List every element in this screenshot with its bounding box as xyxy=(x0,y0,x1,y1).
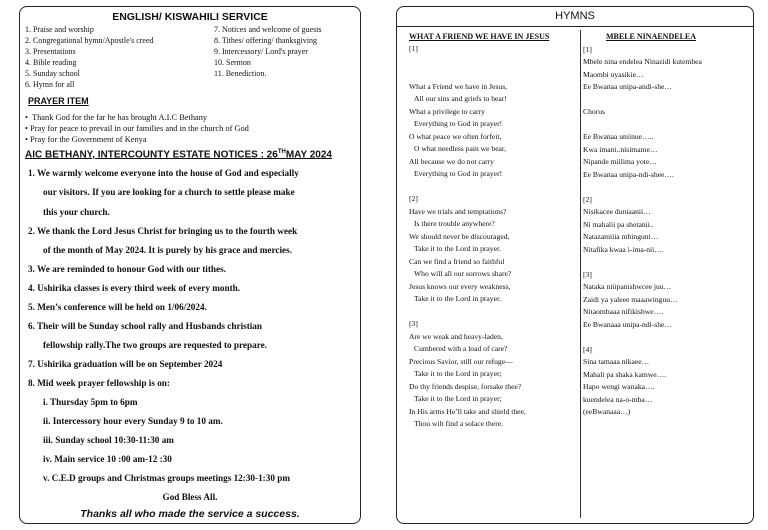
order-item: 2. Congregational hymn/Apostle's creed xyxy=(25,36,154,45)
lyric-line: Cumbered with a load of care? xyxy=(414,344,508,353)
lyric-line: Zaidi ya yaleee maaawinguu… xyxy=(583,294,678,304)
column-divider xyxy=(580,30,581,518)
lyric-line: What a privilege to carry xyxy=(409,106,485,116)
lyric-line: Do thy friends despise, forsake thee? xyxy=(409,381,522,391)
notice-line: fellowship rally.The two groups are requested to prepare. xyxy=(43,340,267,350)
notice-line: iv. Main service 10 :00 am-12 :30 xyxy=(43,454,172,464)
notice-line: 5. Men’s conference will be held on 1/06/2024. xyxy=(28,302,207,312)
notice-line: 6. Their will be Sunday school rally and Husbands christian xyxy=(28,321,263,331)
bullet: • xyxy=(25,124,28,133)
notice-line: 1. We warmly welcome everyone into the house of God and especially xyxy=(28,168,299,178)
lyric-line: Take it to the Lord in prayer; xyxy=(414,369,502,378)
bullet: • xyxy=(25,113,28,122)
prayer-item: • Thank God for the far he has brought A.I.C Bethany xyxy=(25,113,208,122)
lyric-line: Who will all our sorrows share? xyxy=(414,269,512,278)
lyric-line xyxy=(583,256,702,269)
lyric-line xyxy=(583,331,702,344)
lyric-line xyxy=(409,181,526,194)
notice-line: our visitors. If you are looking for a church to settle please make xyxy=(43,187,295,197)
lyric-line: What a Friend we have in Jesus, xyxy=(409,81,508,91)
order-item: 10. Sermon xyxy=(214,58,251,67)
english-hymn-title: WHAT A FRIEND WE HAVE IN JESUS xyxy=(409,32,550,41)
notice-line: of the month of May 2024. It is purely by his grace and mercies. xyxy=(43,245,292,255)
lyric-line: In His arms He’ll take and shield thee, xyxy=(409,406,526,416)
left-panel xyxy=(19,6,361,524)
lyric-line: [4] xyxy=(583,344,592,354)
lyric-line: Mbele nina endelea Ninazidi kutembea xyxy=(583,57,702,66)
notice-line: 8. Mid week prayer fellowship is on: xyxy=(28,378,170,388)
notice-line: this your church. xyxy=(43,207,110,217)
lyric-line: Everything to God in prayer! xyxy=(414,169,503,178)
lyric-line: (eeBwanaaa…) xyxy=(583,407,631,416)
order-item: 5. Sunday school xyxy=(25,69,80,78)
lyric-line: We should never be discouraged, xyxy=(409,231,510,241)
lyric-line: Hapo wengi wanaka…. xyxy=(583,382,655,391)
god-bless-line: God Bless All. xyxy=(162,492,218,502)
lyric-line: Jesus knows our every weakness, xyxy=(409,281,511,291)
order-item: 8. Tithes/ offering/ thanksgiving xyxy=(214,36,317,45)
english-hymn-lyrics xyxy=(409,43,526,431)
lyric-line: Ee Bwanaa unipa-andi-she… xyxy=(583,82,672,91)
lyric-line: Mahali pa shaka kamwe…. xyxy=(583,369,667,379)
notice-line: 7. Ushirika graduation will be on September 2024 xyxy=(28,359,223,369)
swahili-hymn-title: MBELE NINAENDELEA xyxy=(606,32,697,41)
lyric-line: Nitaombaaa nifikishwe…. xyxy=(583,307,664,316)
lyric-line xyxy=(409,306,526,319)
lyric-line: Take it to the Lord in prayer. xyxy=(414,244,501,253)
order-item: 4. Bible reading xyxy=(25,58,77,67)
order-item: 3. Presentations xyxy=(25,47,76,56)
lyric-line: Nataka niiipanishwcee juu… xyxy=(583,282,672,291)
lyric-line: [2] xyxy=(583,194,592,204)
lyric-line: Kwa imani..nisimame… xyxy=(583,144,658,154)
prayer-item: • Pray for the Government of Kenya xyxy=(25,135,147,144)
lyric-line xyxy=(583,31,702,44)
lyric-line: [2] xyxy=(409,194,418,203)
notice-line: v. C.E.D groups and Christmas groups meetings 12:30-1:30 pm xyxy=(43,473,290,483)
lyric-line: Ee Bwanaaa unipa-ndi-she… xyxy=(583,319,672,329)
prayer-item: • Pray for peace to prevail in our families and in the church of God xyxy=(25,124,249,133)
lyric-line: Nipande miilima yote… xyxy=(583,157,657,166)
lyric-line: Can we find a friend so faithful xyxy=(409,256,505,266)
lyric-line: Precious Savior, still our refuge— xyxy=(409,356,513,366)
lyric-line: All because we do not carry xyxy=(409,156,494,166)
hymns-title-rule xyxy=(397,26,753,27)
lyric-line xyxy=(583,181,702,194)
lyric-line: Is there trouble anywhere? xyxy=(414,219,495,228)
lyric-line xyxy=(409,68,526,81)
lyric-line: Are we weak and heavy-laden, xyxy=(409,331,503,341)
lyric-line xyxy=(583,119,702,132)
order-item: 9. Intercessory/ Lord's prayer xyxy=(214,47,308,56)
lyric-line: Ee Bwanaa uniinue….. xyxy=(583,132,654,141)
lyric-line: [3] xyxy=(583,269,592,279)
order-item: 6. Hymn for all xyxy=(25,80,75,89)
order-item: 11. Benediction. xyxy=(214,69,267,78)
lyric-line: [1] xyxy=(583,44,592,54)
notices-title: AIC BETHANY, INTERCOUNTY ESTATE NOTICES : 26THMAY 2024 xyxy=(25,149,332,161)
lyric-line: All our sins and griefs to bear! xyxy=(414,94,507,103)
lyric-line: Natazamiiia mbinguni… xyxy=(583,232,659,241)
lyric-line: Take it to the Lord in prayer; xyxy=(414,394,502,403)
lyric-line: kuendelea na-o-mba… xyxy=(583,394,653,404)
order-of-service-col2 xyxy=(214,24,322,79)
lyric-line: [3] xyxy=(409,319,418,328)
lyric-line: O what needless pain we bear, xyxy=(414,144,507,153)
lyric-line: Thou wilt find a solace there. xyxy=(414,419,503,428)
lyric-line xyxy=(409,56,526,69)
lyric-line: Ni mahalii pa shetanii.. xyxy=(583,219,654,229)
lyric-line: [1] xyxy=(409,44,418,53)
lyric-line: O what peace we often forfeit, xyxy=(409,131,502,141)
prayer-item-list xyxy=(25,112,249,145)
lyric-line: Sina tamaaa nikaee… xyxy=(583,357,650,366)
notice-line: 4. Ushirika classes is every third week of every month. xyxy=(28,283,241,293)
lyric-line: Everything to God in prayer! xyxy=(414,119,503,128)
lyric-line: Have we trials and temptations? xyxy=(409,206,507,216)
order-item: 7. Notices and welcome of guests xyxy=(214,25,322,34)
lyric-line: Chorus xyxy=(583,107,605,116)
lyric-line xyxy=(583,94,702,107)
notice-line: ii. Intercessory hour every Sunday 9 to 10 am. xyxy=(43,416,223,426)
notice-line: 2. We thank the Lord Jesus Christ for bringing us to the fourth week xyxy=(28,226,298,236)
lyric-line: Nitafika kwaa i-ima-nii…. xyxy=(583,244,664,254)
lyric-line: Maombi uyasikie… xyxy=(583,69,644,79)
hymns-title: HYMNS xyxy=(555,10,595,22)
right-panel xyxy=(396,6,754,524)
notice-line: i. Thursday 5pm to 6pm xyxy=(43,397,138,407)
order-of-service-col1 xyxy=(25,24,154,90)
notice-line: iii. Sunday school 10:30-11:30 am xyxy=(43,435,174,445)
lyric-line: Nisikacee duniaanii… xyxy=(583,207,651,216)
swahili-hymn-lyrics xyxy=(583,31,702,419)
prayer-item-title: PRAYER ITEM xyxy=(28,96,89,106)
bullet: • xyxy=(25,135,28,144)
lyric-line: Take it to the Lord in prayer. xyxy=(414,294,501,303)
order-item: 1. Praise and worship xyxy=(25,25,94,34)
order-of-service-title: ENGLISH/ KISWAHILI SERVICE xyxy=(112,11,268,23)
footer-thanks: Thanks all who made the service a success. xyxy=(80,508,300,520)
notice-line: 3. We are reminded to honour God with our tithes. xyxy=(28,264,226,274)
lyric-line: Ee Bwanaa unipa-ndi-shee…. xyxy=(583,169,674,179)
